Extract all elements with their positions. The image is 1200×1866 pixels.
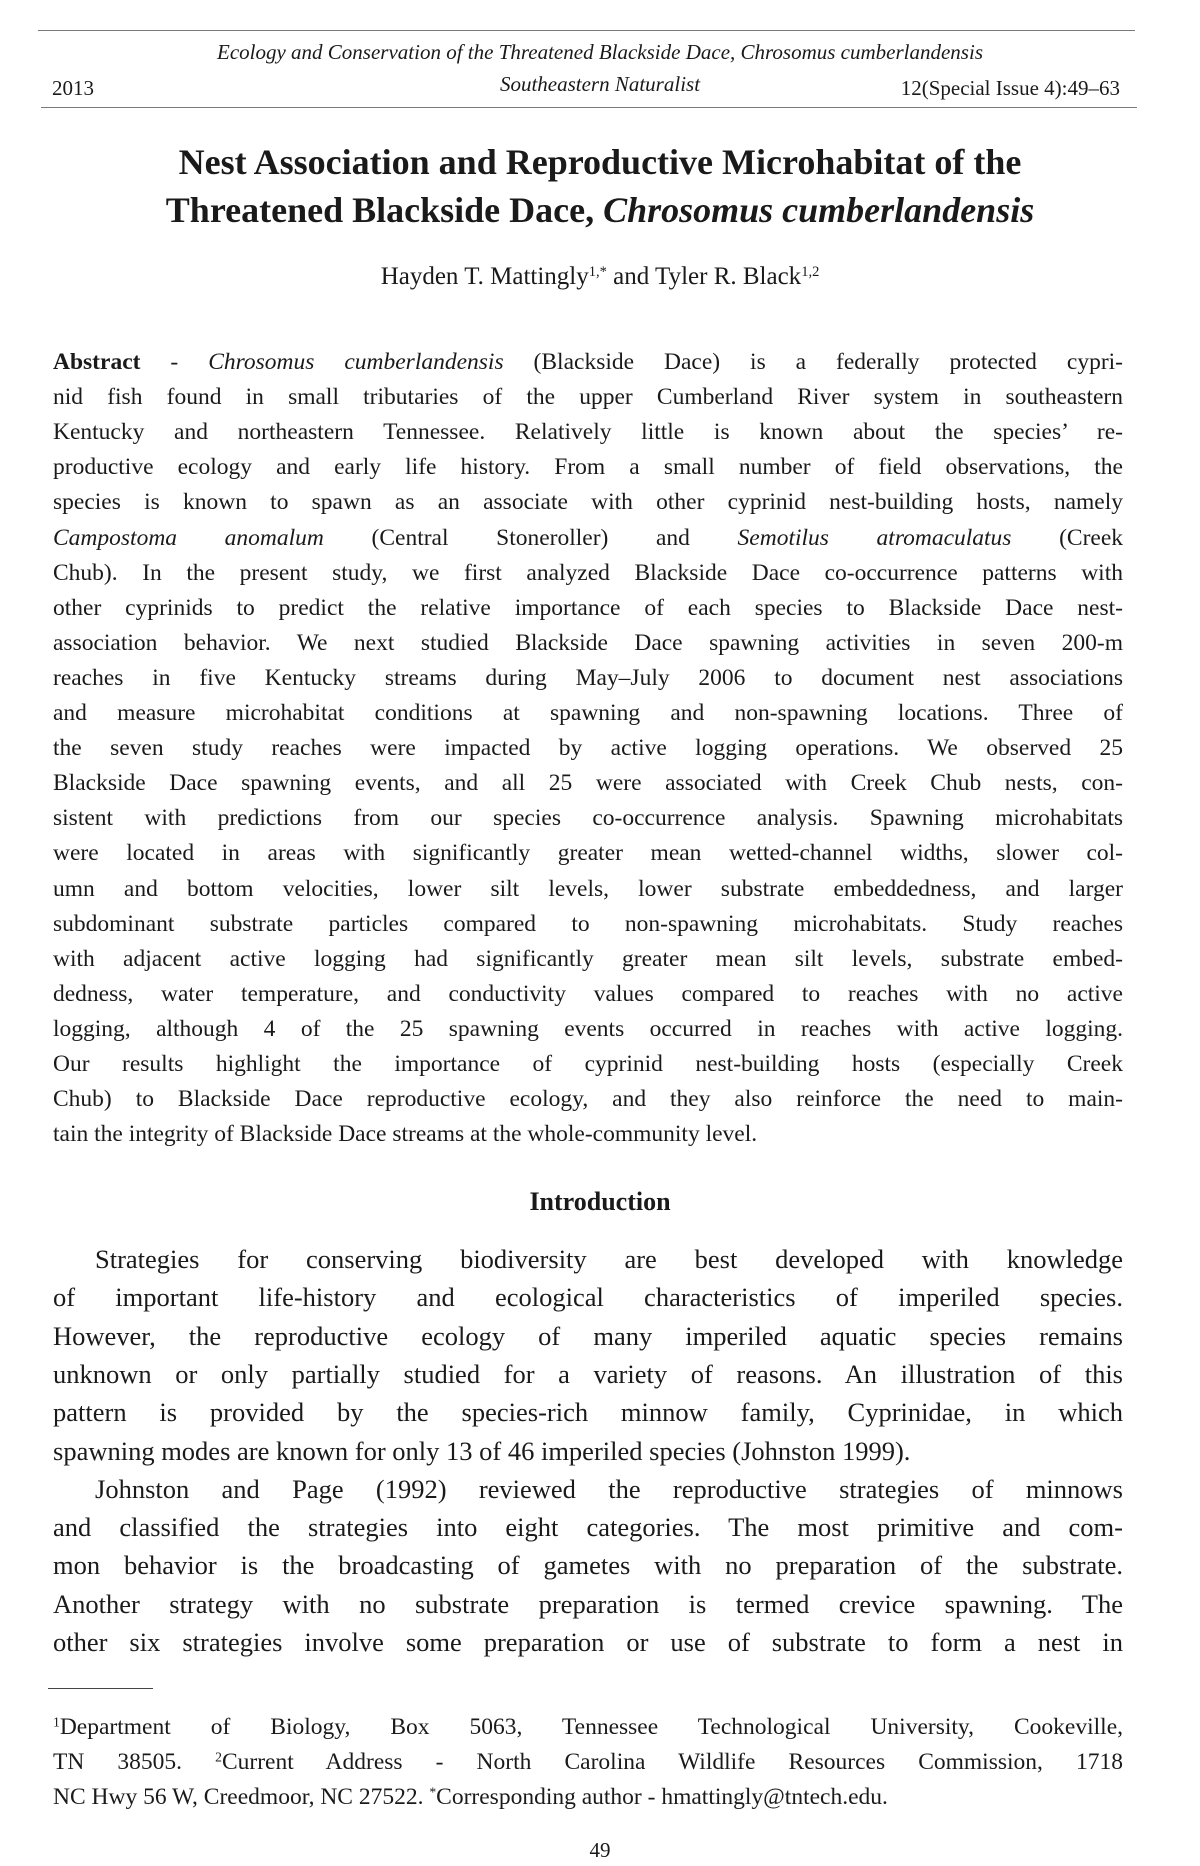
author-1-affiliation: 1,* — [588, 264, 607, 281]
text-run: dedness, water temperature, and conductivity values compared to reaches with no active — [53, 980, 1123, 1007]
text-run: Chub) to Blackside Dace reproductive ecology, and they also reinforce the need to main- — [53, 1086, 1123, 1113]
introduction-line: Johnston and Page (1992) reviewed the reproductive strategies of minnows — [95, 1473, 1123, 1504]
author-list — [0, 264, 1200, 289]
author-connector: and — [606, 263, 656, 290]
abstract-line — [53, 456, 1123, 480]
text-run: productive ecology and early life history. From a small number of field observations, the — [53, 454, 1123, 481]
abstract-line — [53, 559, 1123, 586]
abstract-line — [53, 629, 1123, 656]
running-header-year: 2013 — [52, 76, 94, 100]
abstract-line — [53, 702, 1123, 726]
footnote-marker: 1 — [53, 1714, 60, 1730]
footnote-marker: 2 — [215, 1749, 222, 1765]
paper-title-species: Chrosomus cumberlandensis — [603, 190, 1035, 230]
text-run: logging, although 4 of the 25 spawning events occurred in reaches with active logging. — [53, 1015, 1123, 1042]
text-run: umn and bottom velocities, lower silt levels, lower substrate embeddedness, and larger — [53, 875, 1123, 902]
abstract-line — [53, 1088, 1123, 1112]
author-2-affiliation: 1,2 — [801, 264, 820, 281]
introduction-line: mon behavior is the broadcasting of gametes with no preparation of the substrate. — [53, 1550, 1123, 1581]
abstract-line — [53, 664, 1123, 691]
page-number: 49 — [589, 1838, 611, 1862]
paper-title-plain: Threatened Blackside Dace, — [165, 190, 604, 230]
running-header-series-title: Ecology and Conservation of the Threatened Blackside Dace, Chrosomus cumberlandensis — [217, 40, 983, 64]
abstract-line — [53, 421, 1123, 445]
text-run: Blackside Dace spawning events, and all 25 were associated with Creek Chub nests, con- — [53, 770, 1123, 797]
abstract-line — [53, 945, 1123, 972]
text-run: nid fish found in small tributaries of the upper Cumberland River system in southeastern — [53, 384, 1123, 411]
abstract-line — [53, 524, 1124, 551]
footnote-marker: * — [429, 1784, 437, 1800]
text-run: NC Hwy 56 W, Creedmoor, NC 27522. — [53, 1783, 430, 1810]
abstract-line — [53, 737, 1123, 761]
text-run: (Blackside Dace) is a federally protected cypri- — [503, 349, 1123, 375]
abstract-line — [53, 1053, 1123, 1077]
text-run: and measure microhabitat conditions at spawning and non-spawning locations. Three of — [53, 700, 1123, 726]
paper-title-line-1: Nest Association and Reproductive Microhabitat of the — [178, 142, 1022, 182]
abstract-line — [53, 842, 1123, 866]
introduction-line: However, the reproductive ecology of many imperiled aquatic species remains — [53, 1320, 1123, 1351]
text-run: Department of Biology, Box 5063, Tennessee Technological University, Cookeville, — [59, 1714, 1123, 1740]
text-run: TN 38505. — [53, 1748, 216, 1775]
text-run: with adjacent active logging had significantly greater mean silt levels, substrate embed- — [53, 945, 1123, 972]
abstract-line — [53, 807, 1123, 831]
introduction-line: spawning modes are known for only 13 of 46 imperiled species (Johnston 1999). — [53, 1435, 911, 1466]
abstract-line — [53, 594, 1123, 621]
text-run: Chub). In the present study, we first analyzed Blackside Dace co-occurrence patterns with — [53, 559, 1123, 586]
abstract-label: Abstract — [53, 349, 141, 375]
text-run: subdominant substrate particles compared to non-spawning microhabitats. Study reaches — [53, 910, 1123, 937]
species-name: Campostoma anomalum — [53, 524, 324, 551]
text-run: species is known to spawn as an associate with other cyprinid nest-building hosts, namely — [53, 489, 1123, 516]
introduction-line: Strategies for conserving biodiversity are best developed with knowledge — [95, 1244, 1123, 1274]
text-run: Corresponding author - hmattingly@tntech.edu. — [436, 1783, 888, 1810]
species-name: Chrosomus cumberlandensis — [208, 349, 504, 375]
abstract-line — [53, 980, 1123, 1007]
introduction-line: other six strategies involve some preparation or use of substrate to form a nest in — [53, 1627, 1123, 1657]
running-header-journal: Southeastern Naturalist — [499, 72, 701, 96]
introduction-line: and classified the strategies into eight categories. The most primitive and com- — [53, 1512, 1123, 1543]
abstract-line — [53, 491, 1123, 515]
text-run: reaches in five Kentucky streams during May–July 2006 to document nest associations — [53, 664, 1123, 691]
footnote-line — [53, 1783, 1123, 1810]
author-2-name: Tyler R. Black — [655, 263, 802, 290]
text-run: tain the integrity of Blackside Dace streams at the whole-community level. — [53, 1121, 758, 1148]
text-run: (Creek — [1011, 524, 1124, 551]
header-bottom-rule — [41, 107, 1137, 108]
footnote-line — [53, 1716, 1123, 1740]
text-run: Our results highlight the importance of cyprinid nest-building hosts (especially Creek — [53, 1051, 1123, 1077]
text-run: sistent with predictions from our species co-occurrence analysis. Spawning microhabitats — [53, 805, 1123, 832]
text-run: - — [140, 349, 209, 375]
text-run: were located in areas with significantly greater mean wetted-channel widths, slower col- — [53, 840, 1123, 867]
introduction-line: Another strategy with no substrate preparation is termed crevice spawning. The — [53, 1588, 1123, 1619]
section-heading-introduction: Introduction — [529, 1187, 671, 1216]
running-header-volume-issue: 12(Special Issue 4):49–63 — [900, 76, 1120, 100]
text-run: Kentucky and northeastern Tennessee. Relatively little is known about the species’ re- — [53, 419, 1123, 446]
text-run: the seven study reaches were impacted by active logging operations. We observed 25 — [53, 735, 1123, 762]
abstract-line — [53, 386, 1123, 410]
text-run: (Central Stoneroller) and — [323, 524, 738, 551]
abstract-line — [53, 1015, 1123, 1042]
footnote-rule — [48, 1688, 153, 1689]
text-run: other cyprinids to predict the relative importance of each species to Blackside Dace nest- — [53, 594, 1123, 621]
abstract-line — [53, 910, 1123, 937]
header-top-rule — [38, 30, 1135, 31]
author-1-name: Hayden T. Mattingly — [380, 263, 589, 290]
introduction-line: of important life-history and ecological characteristics of imperiled species. — [53, 1282, 1123, 1313]
introduction-line: unknown or only partially studied for a variety of reasons. An illustration of this — [53, 1358, 1123, 1389]
abstract-line — [53, 772, 1123, 796]
footnote-line — [53, 1748, 1123, 1775]
paper-title-line-2 — [0, 192, 1200, 228]
abstract-line — [53, 1123, 1123, 1147]
text-run: association behavior. We next studied Blackside Dace spawning activities in seven 200-m — [53, 629, 1123, 656]
species-name: Semotilus atromaculatus — [737, 524, 1012, 551]
introduction-line: pattern is provided by the species-rich minnow family, Cyprinidae, in which — [53, 1397, 1123, 1428]
abstract-line — [53, 875, 1123, 902]
text-run: Current Address - North Carolina Wildlife Resources Commission, 1718 — [221, 1748, 1123, 1775]
abstract-line — [53, 351, 1123, 375]
